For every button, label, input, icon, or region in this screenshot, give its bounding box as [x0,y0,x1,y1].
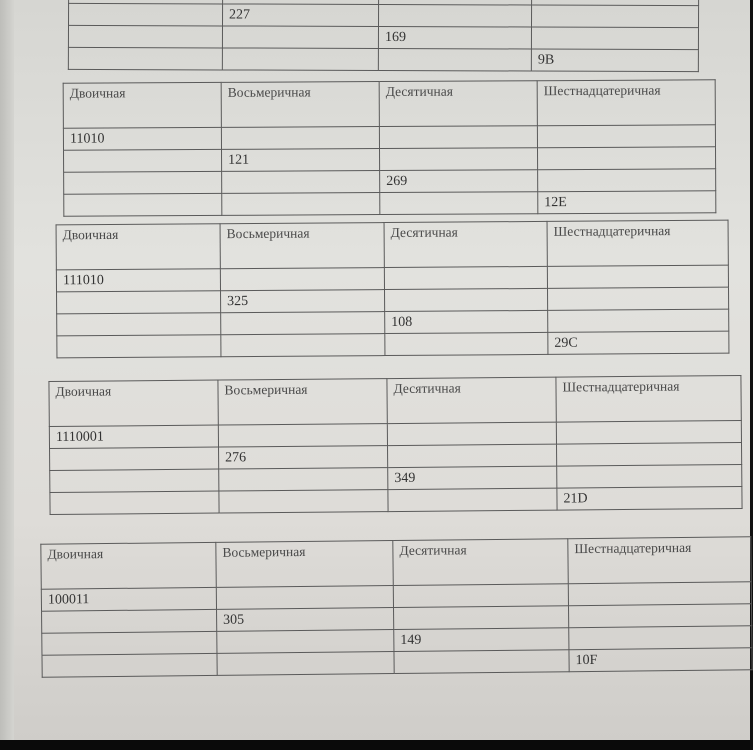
header-binary: Двоичная [63,82,221,128]
hex-cell: 10F [569,648,752,672]
table-header-row [49,375,741,426]
bottom-black-bar [0,740,750,750]
conversion-table-2 [63,79,717,216]
header-decimal: Десятичная [393,539,568,586]
table-row [64,191,716,216]
header-octal: Восьмеричная [218,379,387,425]
binary-cell: 1110001 [49,425,218,448]
header-octal: Восьмеричная [216,541,393,588]
header-hex: Шестнадцатеричная [537,80,715,126]
header-octal: Восьмеричная [221,82,379,128]
header-hex: Шестнадцатеричная [547,220,728,266]
table-row [68,25,698,49]
table-header-row [56,220,728,270]
header-binary: Двоичная [41,542,216,589]
binary-cell: 111010 [56,269,220,292]
table-row [57,331,729,358]
decimal-cell: 349 [388,466,557,489]
conversion-table-5 [40,536,752,677]
binary-cell: 11010 [63,127,221,150]
page-edge [0,0,14,740]
decimal-cell: 108 [385,310,548,333]
hex-cell: 12E [538,191,716,214]
table-row [69,3,699,27]
binary-cell: 100011 [41,587,216,611]
octal-cell: 325 [221,290,385,313]
decimal-cell: 269 [380,170,538,193]
decimal-cell: 169 [378,26,531,49]
header-binary: Двоичная [56,224,220,270]
conversion-table-1 [68,0,699,72]
hex-cell: 29C [548,331,729,354]
octal-cell: 276 [219,446,388,469]
header-decimal: Десятичная [379,81,537,127]
hex-cell: 21D [557,486,742,510]
table-header-row [41,537,751,589]
header-decimal: Десятичная [387,377,556,423]
header-hex: Шестнадцатеричная [556,375,741,422]
table-row [50,486,742,514]
table-header-row [63,80,715,128]
header-hex: Шестнадцатеричная [568,537,751,584]
conversion-table-3 [56,220,730,359]
octal-cell: 121 [222,149,380,172]
table-row [68,47,698,71]
header-binary: Двоичная [49,380,218,426]
decimal-cell: 149 [394,628,569,652]
octal-cell: 227 [223,4,379,27]
octal-cell: 305 [217,608,394,632]
header-decimal: Десятичная [384,221,547,267]
conversion-table-4 [48,375,742,515]
hex-cell: 9B [531,49,698,72]
header-octal: Восьмеричная [220,223,384,269]
